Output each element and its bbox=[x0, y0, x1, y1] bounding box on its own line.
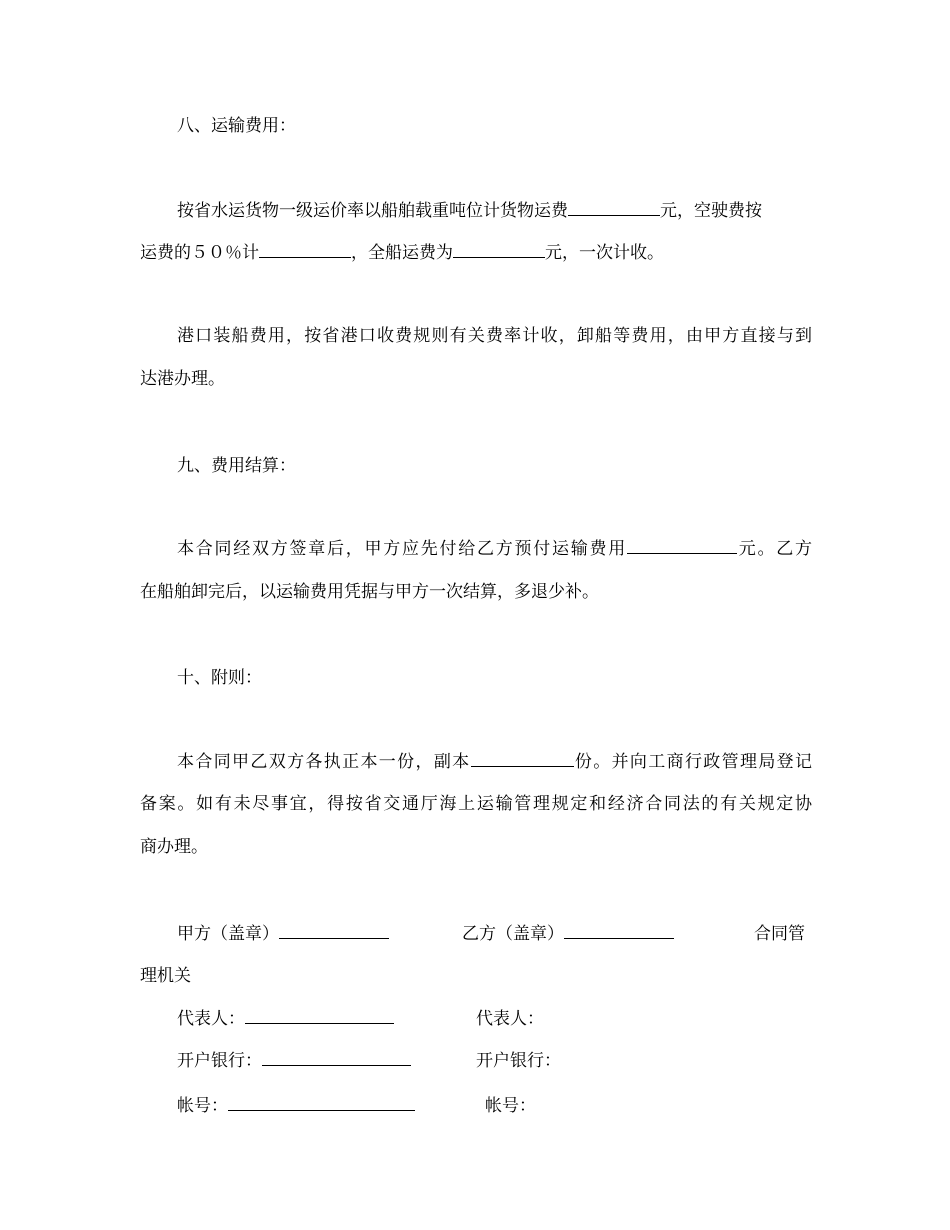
party-a-rep-label: 代表人： bbox=[177, 1009, 245, 1029]
party-b-bank-label: 开户银行： bbox=[476, 1051, 561, 1071]
party-b-seal bbox=[462, 922, 674, 946]
freight-text-2: 元，空驶费按 bbox=[660, 201, 762, 221]
party-a-label: 甲方（盖章） bbox=[177, 924, 279, 944]
total-freight-blank[interactable] bbox=[453, 243, 545, 258]
section-9-heading: 九、费用结算： bbox=[177, 456, 296, 476]
settlement-text-1: 本合同经双方签章后，甲方应先付给乙方预付运输费用 bbox=[177, 539, 627, 559]
section-10-heading: 十、附则： bbox=[177, 668, 262, 688]
party-a-account-blank[interactable] bbox=[228, 1096, 415, 1111]
copies-count-blank[interactable] bbox=[471, 752, 574, 767]
party-b-label: 乙方（盖章） bbox=[462, 924, 564, 944]
freight-amount-blank[interactable] bbox=[568, 201, 660, 216]
section-9-line-1 bbox=[177, 537, 812, 561]
section-10-line-2: 备案。如有未尽事宜，得按省交通厅海上运输管理规定和经济合同法的有关规定协 bbox=[140, 794, 812, 814]
appendix-text-2: 份。并向工商行政管理局登记 bbox=[573, 752, 813, 772]
party-a-account bbox=[177, 1094, 415, 1118]
party-b-seal-blank[interactable] bbox=[564, 924, 674, 939]
freight-text-3: 运费的５０％计 bbox=[140, 243, 259, 263]
freight-text-4: ，全船运费为 bbox=[351, 243, 453, 263]
party-a-account-label: 帐号： bbox=[177, 1096, 228, 1116]
section-8-heading: 八、运输费用： bbox=[177, 116, 296, 136]
section-8-freight-line-1 bbox=[177, 199, 812, 223]
section-10-line-3: 商办理。 bbox=[140, 837, 208, 857]
party-b-rep-label: 代表人： bbox=[476, 1009, 544, 1029]
section-9-line-2: 在船舶卸完后，以运输费用凭据与甲方一次结算，多退少补。 bbox=[140, 582, 599, 602]
empty-run-fee-blank[interactable] bbox=[259, 243, 351, 258]
freight-text-1: 按省水运货物一级运价率以船舶载重吨位计货物运费 bbox=[177, 201, 568, 221]
party-b-account-label: 帐号： bbox=[485, 1096, 536, 1116]
party-a-bank bbox=[177, 1049, 411, 1073]
settlement-text-2: 元。乙方 bbox=[737, 539, 812, 559]
freight-text-5: 元，一次计收。 bbox=[545, 243, 664, 263]
party-a-seal bbox=[177, 922, 389, 946]
section-10-line-1 bbox=[177, 750, 812, 774]
contract-authority-label-part-2: 理机关 bbox=[140, 966, 191, 986]
party-a-seal-blank[interactable] bbox=[279, 924, 389, 939]
prepayment-amount-blank[interactable] bbox=[627, 539, 737, 554]
section-8-freight-line-2 bbox=[140, 241, 812, 265]
party-a-bank-blank[interactable] bbox=[262, 1051, 411, 1066]
section-8-port-fee-line-2: 达港办理。 bbox=[140, 369, 225, 389]
section-8-port-fee-line-1: 港口装船费用，按省港口收费规则有关费率计收，卸船等费用，由甲方直接与到 bbox=[177, 326, 812, 346]
appendix-text-1: 本合同甲乙双方各执正本一份，副本 bbox=[177, 752, 471, 772]
party-a-representative bbox=[177, 1007, 394, 1031]
party-a-rep-blank[interactable] bbox=[245, 1009, 394, 1024]
contract-authority-label-part-1: 合同管 bbox=[754, 924, 805, 944]
party-a-bank-label: 开户银行： bbox=[177, 1051, 262, 1071]
